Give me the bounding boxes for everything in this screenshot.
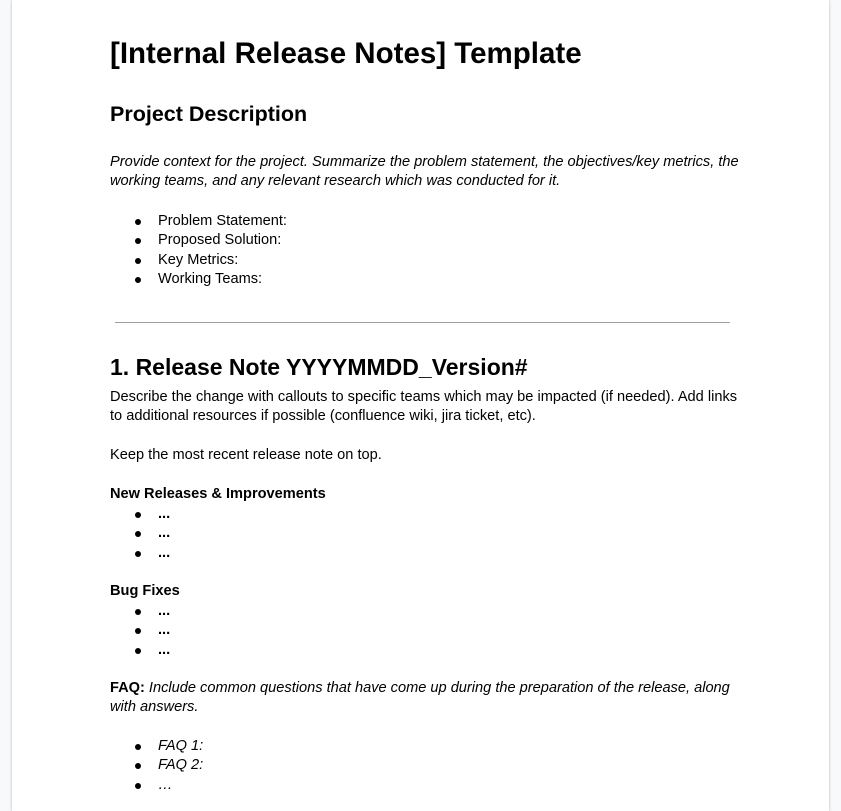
project-intro: Provide context for the project. Summarize the problem statement, the objectives/key metrics, the working teams, and any relevant research which was conducted for it. xyxy=(110,154,739,190)
list-item: … xyxy=(110,776,203,795)
bullet-icon xyxy=(135,648,141,654)
bullet-icon xyxy=(135,763,141,769)
list-item: ... xyxy=(110,505,170,524)
list-item: ... xyxy=(110,641,170,660)
release-note-heading: 1. Release Note YYYYMMDD_Version# xyxy=(110,354,528,380)
list-item: ... xyxy=(110,621,170,640)
bullet-icon xyxy=(135,628,141,634)
new-releases-heading: New Releases & Improvements xyxy=(110,486,326,502)
release-description: Describe the change with callouts to specific teams which may be impacted (if needed). Add links to additional resources if possible (confluence wiki, jira ticket, etc). xyxy=(110,389,738,425)
release-note-hint: Keep the most recent release note on top. xyxy=(110,447,382,463)
bullet-icon xyxy=(135,512,141,518)
new-releases-list xyxy=(110,505,170,563)
list-item: Working Teams: xyxy=(110,270,287,289)
faq-text: Include common questions that have come up during the preparation of the release, along with answers. xyxy=(110,680,730,716)
project-description-heading: Project Description xyxy=(110,102,308,126)
faq-label: FAQ: xyxy=(110,680,145,696)
list-item: ... xyxy=(110,602,170,621)
list-item: FAQ 1: xyxy=(110,737,203,756)
list-item: Proposed Solution: xyxy=(110,231,287,250)
list-item: Key Metrics: xyxy=(110,251,287,270)
project-items-list xyxy=(110,212,287,290)
horizontal-divider xyxy=(115,322,730,323)
bug-fixes-heading: Bug Fixes xyxy=(110,583,180,599)
bullet-icon xyxy=(135,219,141,225)
list-item: ... xyxy=(110,524,170,543)
list-item: ... xyxy=(110,544,170,563)
bullet-icon xyxy=(135,531,141,537)
faq-list xyxy=(110,737,203,795)
document-title: [Internal Release Notes] Template xyxy=(110,37,582,70)
faq-paragraph xyxy=(110,679,750,718)
bug-fixes-list xyxy=(110,602,170,660)
bullet-icon xyxy=(135,258,141,264)
bullet-icon xyxy=(135,744,141,750)
bullet-icon xyxy=(135,783,141,789)
document-page xyxy=(12,0,829,811)
bullet-icon xyxy=(135,277,141,283)
bullet-icon xyxy=(135,551,141,557)
bullet-icon xyxy=(135,609,141,615)
list-item: Problem Statement: xyxy=(110,212,287,231)
bullet-icon xyxy=(135,238,141,244)
list-item: FAQ 2: xyxy=(110,756,203,775)
